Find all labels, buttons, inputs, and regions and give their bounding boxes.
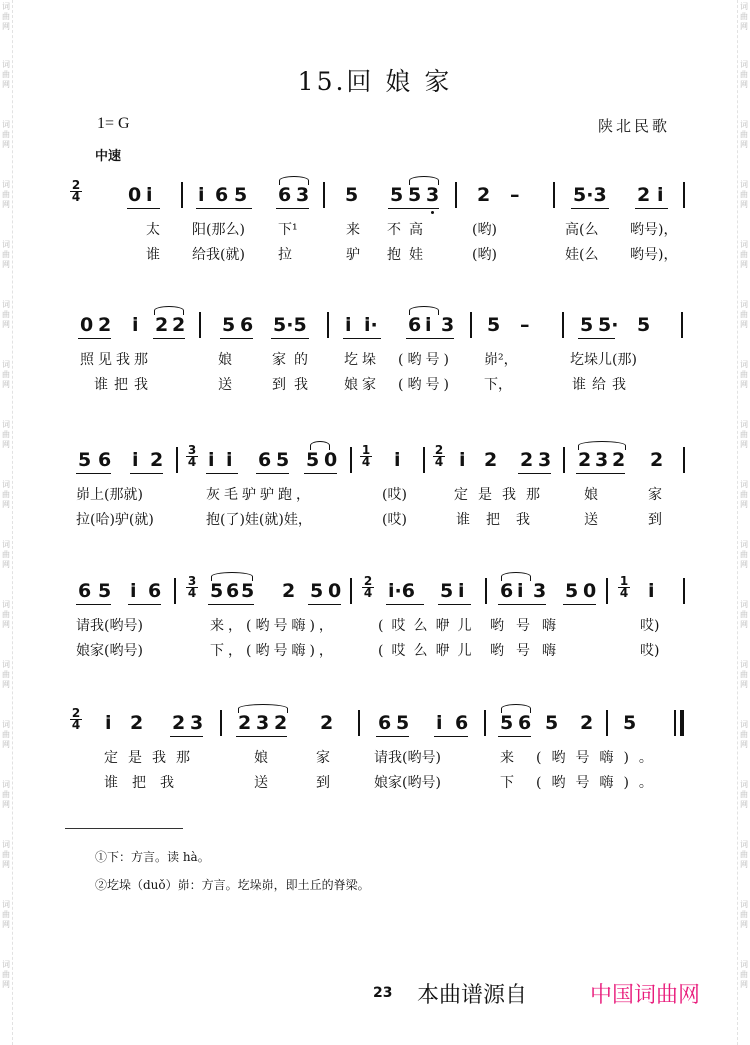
slur xyxy=(578,441,626,450)
lyric: 峁²， xyxy=(484,352,518,368)
note: i xyxy=(648,580,655,602)
note: 0 xyxy=(324,449,338,471)
bar-line xyxy=(350,447,352,473)
lyric: (哟号嗨)。 xyxy=(536,750,663,766)
watermark-text: 词 曲 网 xyxy=(2,2,10,31)
note: 6 xyxy=(408,314,422,336)
lyric: (哟号) xyxy=(398,377,453,393)
lyric: 哎) xyxy=(640,618,660,634)
note: 0 xyxy=(80,314,94,336)
underline xyxy=(271,338,309,339)
page-number: 23 xyxy=(373,985,393,1001)
lyric: 下， xyxy=(484,377,512,393)
watermark-text: 词 曲 网 xyxy=(740,480,748,509)
watermark-text: 词 曲 网 xyxy=(740,780,748,809)
note: 2 xyxy=(320,712,334,734)
bar-line xyxy=(199,312,201,338)
note: 6 xyxy=(500,580,514,602)
slur xyxy=(501,572,531,581)
lyric: 不高 xyxy=(387,222,431,238)
watermark-text: 词 曲 网 xyxy=(740,660,748,689)
lyric: 照见我那 xyxy=(80,352,152,368)
lyric: 谁 xyxy=(146,247,160,263)
watermark-text: 词 曲 网 xyxy=(2,180,10,209)
lyric: 娃(么 xyxy=(565,247,599,263)
slur xyxy=(154,306,184,315)
underline xyxy=(386,604,424,605)
note: 6 xyxy=(98,449,112,471)
note: 5· xyxy=(598,314,619,336)
note: 5 xyxy=(440,580,454,602)
underline xyxy=(376,736,409,737)
note: 3 xyxy=(595,449,609,471)
lyric: 送 xyxy=(584,512,598,528)
watermark-text: 词 曲 网 xyxy=(740,360,748,389)
underline xyxy=(308,604,341,605)
bar-line xyxy=(683,182,685,208)
lyric: 来 xyxy=(500,750,514,766)
slur xyxy=(501,704,531,713)
watermark-text: 词 曲 网 xyxy=(740,420,748,449)
watermark-text: 词 曲 网 xyxy=(740,900,748,929)
underline xyxy=(343,338,381,339)
lyric: 哟号嗨 xyxy=(490,618,568,634)
note: 3 xyxy=(256,712,270,734)
note: 5 xyxy=(98,580,112,602)
watermark-text: 词 曲 网 xyxy=(2,540,10,569)
note: – xyxy=(520,314,530,336)
watermark-text: 词 曲 网 xyxy=(740,840,748,869)
slur xyxy=(310,441,330,450)
note: 0 xyxy=(328,580,342,602)
note: 6 xyxy=(148,580,162,602)
note: i xyxy=(132,449,139,471)
note: 5 xyxy=(637,314,651,336)
watermark-text: 词 曲 网 xyxy=(2,60,10,89)
bar-line xyxy=(358,710,360,736)
time-signature xyxy=(70,180,82,203)
source-credit: 本曲谱源自 xyxy=(417,983,528,1008)
note: 6 xyxy=(278,184,292,206)
time-signature-change: 1 4 xyxy=(619,574,629,600)
song-title: 15.回 娘 家 xyxy=(297,67,453,96)
note: 5 xyxy=(310,580,324,602)
underline xyxy=(388,208,439,209)
lyric: 来 xyxy=(346,222,360,238)
underline xyxy=(78,338,111,339)
slur xyxy=(238,704,288,713)
note: 5 xyxy=(565,580,579,602)
note: 5 xyxy=(345,184,359,206)
watermark-text: 词 曲 网 xyxy=(740,960,748,989)
note: 6 xyxy=(258,449,272,471)
underline xyxy=(220,338,253,339)
lyric: 娘家 xyxy=(344,377,380,393)
slur xyxy=(409,306,439,315)
underline xyxy=(571,208,609,209)
note: 3 xyxy=(441,314,455,336)
lyrics-verse-1 xyxy=(0,349,750,369)
watermark-text: 词 曲 网 xyxy=(740,720,748,749)
site-name: 中国词曲网 xyxy=(590,983,701,1008)
note: 2 xyxy=(484,449,498,471)
bar-line xyxy=(455,182,457,208)
lyric: 请我(哟号) xyxy=(374,750,441,766)
lyric: 给我(就) xyxy=(192,247,245,263)
lyric: (哎) xyxy=(382,512,407,528)
bar-line xyxy=(181,182,183,208)
underline xyxy=(256,473,289,474)
watermark-text: 词 曲 网 xyxy=(2,360,10,389)
song-source: 陕北民歌 xyxy=(598,117,671,135)
notation-line xyxy=(0,312,750,342)
note: 5 xyxy=(276,449,290,471)
note: 2 xyxy=(130,712,144,734)
watermark-text: 词 曲 网 xyxy=(740,540,748,569)
note: 2 xyxy=(155,314,169,336)
bar-line xyxy=(176,447,178,473)
underline xyxy=(434,736,468,737)
note: 3 xyxy=(190,712,204,734)
note: 2 xyxy=(650,449,664,471)
lyrics-verse-1 xyxy=(0,747,750,767)
note: 2 xyxy=(637,184,651,206)
underline xyxy=(127,208,160,209)
watermark-text: 词 曲 网 xyxy=(2,480,10,509)
note: 3 xyxy=(296,184,310,206)
note: 5 xyxy=(210,580,224,602)
lyric: 娘 xyxy=(254,750,268,766)
note: i xyxy=(459,449,466,471)
lyric: 来，(哟号嗨)， xyxy=(210,618,337,634)
note: 5 xyxy=(306,449,320,471)
note: 5 xyxy=(396,712,410,734)
underline xyxy=(76,473,111,474)
time-signature-change: 3 4 xyxy=(187,574,197,600)
watermark-text: 词 曲 网 xyxy=(740,240,748,269)
watermark-text: 词 曲 网 xyxy=(2,600,10,629)
lyric: 到我 xyxy=(272,377,316,393)
slur xyxy=(409,176,439,185)
note: i xyxy=(105,712,112,734)
lyric: 峁上(那就) xyxy=(76,487,143,503)
bar-line xyxy=(350,578,352,604)
bar-line xyxy=(423,447,425,473)
note: 2 xyxy=(520,449,534,471)
lyric: (哎么咿儿 xyxy=(378,643,480,659)
note: 5 xyxy=(222,314,236,336)
lyrics-verse-2 xyxy=(0,244,750,264)
note: i xyxy=(657,184,664,206)
note: 6 xyxy=(518,712,532,734)
underline xyxy=(498,604,546,605)
note: 5 xyxy=(241,580,255,602)
final-bar-line xyxy=(674,710,676,736)
lyric: 家的 xyxy=(272,352,316,368)
lyric: 圪垛儿(那) xyxy=(570,352,637,368)
lyric: 抱(了)娃(就)娃， xyxy=(206,512,312,528)
bar-line xyxy=(606,710,608,736)
watermark-text: 词 曲 网 xyxy=(2,300,10,329)
underline xyxy=(304,473,337,474)
note: i xyxy=(208,449,215,471)
watermark-text: 词 曲 网 xyxy=(2,660,10,689)
underline xyxy=(130,473,163,474)
note: 0 xyxy=(128,184,142,206)
lyric: 太 xyxy=(146,222,160,238)
underline xyxy=(635,208,668,209)
bar-line xyxy=(606,578,608,604)
watermark-text: 词 曲 网 xyxy=(2,420,10,449)
note: i xyxy=(394,449,401,471)
note: 3 xyxy=(533,580,547,602)
lyric: 定是我那 xyxy=(454,487,550,503)
score-system-2 xyxy=(0,312,750,432)
lyric: (哟号嗨)。 xyxy=(536,775,663,791)
note: i xyxy=(198,184,205,206)
footnote-1: ①下：方言。读 hà。 xyxy=(95,850,210,864)
watermark-text: 词 曲 网 xyxy=(740,120,748,149)
lyric: 家 xyxy=(648,487,662,503)
time-signature-change: 1 4 xyxy=(361,443,371,469)
note: 5 xyxy=(234,184,248,206)
time-signature-denominator: 4 xyxy=(71,190,81,204)
note: i xyxy=(345,314,352,336)
note: 2 xyxy=(578,449,592,471)
watermark-text: 词 曲 网 xyxy=(740,600,748,629)
note: i xyxy=(226,449,233,471)
slur xyxy=(211,572,253,581)
note: 2 xyxy=(150,449,164,471)
underline xyxy=(236,736,287,737)
score-system-4 xyxy=(0,574,750,698)
note: 5 xyxy=(408,184,422,206)
lyrics-verse-2 xyxy=(0,374,750,394)
watermark-text: 词 曲 网 xyxy=(2,720,10,749)
note: 3 xyxy=(538,449,552,471)
bar-line xyxy=(485,578,487,604)
lyric: 谁把我 xyxy=(94,377,154,393)
lyric: 哎) xyxy=(640,643,660,659)
time-signature-change: 2 4 xyxy=(363,574,373,600)
note: 6 xyxy=(240,314,254,336)
watermark-text: 词 曲 网 xyxy=(2,840,10,869)
time-signature-change: 2 4 xyxy=(434,443,444,469)
watermark-text: 词 曲 网 xyxy=(2,780,10,809)
lyric: 下，(哟号嗨)， xyxy=(210,643,337,659)
bar-line xyxy=(327,312,329,338)
watermark-text: 词 曲 网 xyxy=(2,120,10,149)
note: 5 xyxy=(580,314,594,336)
bar-line xyxy=(174,578,176,604)
lyric: 抱娃 xyxy=(387,247,431,263)
note: 6 xyxy=(378,712,392,734)
note: 2 xyxy=(98,314,112,336)
lyric: (哟) xyxy=(472,222,497,238)
bar-line xyxy=(563,447,565,473)
lyric: 送 xyxy=(218,377,232,393)
note: 2 xyxy=(580,712,594,734)
lyric: (哟) xyxy=(472,247,497,263)
note: 2 xyxy=(477,184,491,206)
watermark-text: 词 曲 网 xyxy=(2,900,10,929)
note: 0 xyxy=(583,580,597,602)
notation-line xyxy=(0,706,750,740)
lyric: 哟号嗨 xyxy=(490,643,568,659)
time-signature-change: 3 4 xyxy=(187,443,197,469)
note: – xyxy=(510,184,520,206)
lyric: 拉 xyxy=(278,247,292,263)
note: 5·5 xyxy=(273,314,307,336)
score-system-5 xyxy=(0,706,750,830)
lyric: 娘家(哟号) xyxy=(374,775,441,791)
watermark-text: 词 曲 网 xyxy=(740,300,748,329)
lyric: 谁把我 xyxy=(456,512,546,528)
lyrics-verse-1 xyxy=(0,219,750,239)
final-bar-line xyxy=(680,710,684,736)
lyric: 定是我那 xyxy=(104,750,200,766)
underline xyxy=(206,473,238,474)
note: 2 xyxy=(274,712,288,734)
slur xyxy=(279,176,309,185)
lyric: 娘家(哟号) xyxy=(76,643,143,659)
lyric: 娘 xyxy=(218,352,232,368)
underline xyxy=(153,338,185,339)
note: i xyxy=(436,712,443,734)
lyric: 阳(那么) xyxy=(192,222,245,238)
note: 2 xyxy=(612,449,626,471)
watermark-text: 词 曲 网 xyxy=(740,180,748,209)
note: 5 xyxy=(500,712,514,734)
note: i xyxy=(458,580,465,602)
lyric: 到 xyxy=(648,512,662,528)
lyrics-verse-2 xyxy=(0,509,750,529)
note: 6 xyxy=(226,580,240,602)
footnote-2: ②圪垛（duǒ）峁：方言。圪垛峁，即土丘的脊梁。 xyxy=(95,878,370,892)
note: i· xyxy=(364,314,378,336)
underline xyxy=(518,473,551,474)
underline xyxy=(438,604,471,605)
watermark-text: 词 曲 网 xyxy=(740,60,748,89)
note: i xyxy=(517,580,524,602)
note: 2 xyxy=(172,712,186,734)
lyrics-verse-1 xyxy=(0,484,750,504)
lyric: (哟号) xyxy=(398,352,453,368)
bar-line xyxy=(681,312,683,338)
underline xyxy=(208,604,254,605)
underline xyxy=(498,736,531,737)
bar-line xyxy=(553,182,555,208)
underline xyxy=(128,604,161,605)
lyric: 家 xyxy=(316,750,330,766)
underline xyxy=(563,604,596,605)
lyric: 高(么 xyxy=(565,222,599,238)
note: 5 xyxy=(623,712,637,734)
lyric: 谁给我 xyxy=(572,377,632,393)
lyrics-verse-2 xyxy=(0,640,750,660)
bar-line xyxy=(562,312,564,338)
lyrics-verse-1 xyxy=(0,615,750,635)
underline xyxy=(406,338,454,339)
note: 6 xyxy=(215,184,229,206)
note: 5 xyxy=(487,314,501,336)
lyric: 送 xyxy=(254,775,268,791)
note: 5 xyxy=(545,712,559,734)
underline xyxy=(170,736,203,737)
note: 3 xyxy=(426,184,440,206)
note: i xyxy=(130,580,137,602)
watermark-text: 词 曲 网 xyxy=(2,240,10,269)
bar-line xyxy=(323,182,325,208)
tempo-marking: 中速 xyxy=(95,149,122,164)
watermark-text: 词 曲 网 xyxy=(2,960,10,989)
note: 2 xyxy=(282,580,296,602)
note: i xyxy=(146,184,153,206)
note: 5 xyxy=(390,184,404,206)
lyric: 圪垛 xyxy=(344,352,380,368)
lyric: 灰毛驴驴跑， xyxy=(206,487,314,503)
watermark-text: 词 曲 网 xyxy=(740,2,748,31)
note: 5 xyxy=(78,449,92,471)
octave-dot xyxy=(431,211,434,214)
underline xyxy=(196,208,252,209)
note: 6 xyxy=(455,712,469,734)
bar-line xyxy=(470,312,472,338)
time-signature-change: 2 4 xyxy=(71,706,81,732)
lyric: 哟号)， xyxy=(630,247,678,263)
notation-line xyxy=(0,574,750,608)
underline xyxy=(276,208,309,209)
underline xyxy=(576,473,625,474)
note: i xyxy=(425,314,432,336)
bar-line xyxy=(683,578,685,604)
underline xyxy=(76,604,111,605)
note: i·6 xyxy=(388,580,415,602)
lyric: 哟号)， xyxy=(630,222,678,238)
note: 5·3 xyxy=(573,184,607,206)
lyric: 拉(哈)驴(就) xyxy=(76,512,154,528)
time-signature-numerator: 2 xyxy=(71,178,81,192)
notation-line xyxy=(0,178,750,212)
notation-line xyxy=(0,443,750,477)
lyrics-verse-2 xyxy=(0,772,750,792)
lyric: 娘 xyxy=(584,487,598,503)
lyric: 下¹ xyxy=(278,222,298,238)
bar-line xyxy=(683,447,685,473)
footnote-divider xyxy=(65,828,183,829)
note: 2 xyxy=(172,314,186,336)
bar-line xyxy=(220,710,222,736)
lyric: (哎) xyxy=(382,487,407,503)
note: i xyxy=(132,314,139,336)
lyric: 谁把我 xyxy=(104,775,188,791)
score-system-3 xyxy=(0,443,750,567)
lyric: 驴 xyxy=(346,247,360,263)
underline xyxy=(578,338,615,339)
note: 6 xyxy=(78,580,92,602)
bar-line xyxy=(484,710,486,736)
lyric: 下 xyxy=(500,775,514,791)
score-system-1 xyxy=(0,178,750,302)
key-signature: 1= G xyxy=(97,115,130,132)
lyric: 到 xyxy=(316,775,330,791)
note: 2 xyxy=(238,712,252,734)
lyric: 请我(哟号) xyxy=(76,618,143,634)
lyric: (哎么咿儿 xyxy=(378,618,480,634)
